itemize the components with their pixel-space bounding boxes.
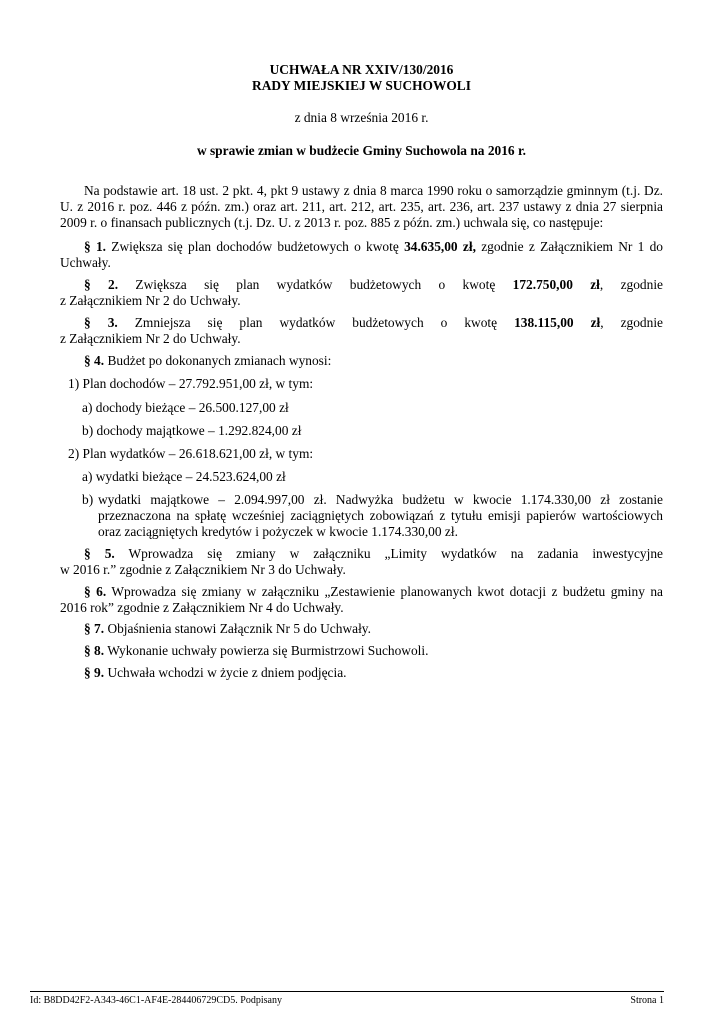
- footer-divider: [30, 991, 664, 992]
- paragraph-9-text: Uchwała wchodzi w życie z dniem podjęcia.: [104, 665, 347, 680]
- paragraph-2-text-a: Zwiększa się plan wydatków budżetowych o kwotę: [118, 277, 513, 292]
- capital-income-item: b) dochody majątkowe – 1.292.824,00 zł: [82, 423, 302, 438]
- paragraph-2-text-b: , zgodnie: [599, 277, 663, 292]
- paragraph-5-text: Wprowadza się zmiany w załączniku „Limity wydatków na zadania inwestycyjne: [114, 546, 663, 561]
- paragraph-5-line-2: w 2016 r.” zgodnie z Załącznikiem Nr 3 do Uchwały.: [60, 562, 346, 577]
- paragraph-9: [60, 665, 663, 681]
- paragraph-5-label: § 5.: [84, 546, 115, 561]
- paragraph-1-amount: 34.635,00 zł,: [404, 239, 476, 254]
- preamble: Na podstawie art. 18 ust. 2 pkt. 4, pkt 9 ustawy z dnia 8 marca 1990 roku o samorządzie gminnym (t.j. Dz. U. z 2016 r. poz. 446 z późn. zm.) oraz art. 211, art. 212, art. 235, art. 236, art. 237 ustawy z dnia 27 sierpnia 2009 r. o finansach publicznych (t.j. Dz. U. z 2013 r. poz. 885 z późn. zm.) uchwala się, co następuje:: [60, 183, 663, 230]
- council-name: RADY MIEJSKIEJ W SUCHOWOLI: [252, 78, 471, 93]
- paragraph-1-label: § 1.: [84, 239, 107, 254]
- paragraph-1-text-b: zgodnie z Załącznikiem Nr 1 do Uchwały.: [60, 239, 663, 270]
- resolution-subject: w sprawie zmian w budżecie Gminy Suchowola na 2016 r.: [196, 143, 527, 158]
- paragraph-3-line-2: z Załącznikiem Nr 2 do Uchwały.: [60, 331, 241, 346]
- paragraph-1: [60, 239, 663, 271]
- income-plan-item: 1) Plan dochodów – 27.792.951,00 zł, w tym:: [68, 376, 314, 391]
- paragraph-3-text-a: Zmniejsza się plan wydatków budżetowych o kwotę: [117, 315, 515, 330]
- paragraph-1-text-a: Zwiększa się plan dochodów budżetowych o kwotę: [106, 239, 405, 254]
- resolution-number: UCHWAŁA NR XXIV/130/2016: [269, 62, 454, 77]
- page-number: Strona 1: [630, 995, 664, 1006]
- paragraph-4: [60, 353, 663, 369]
- paragraph-3-label: § 3.: [84, 315, 118, 330]
- paragraph-3-amount: 138.115,00 zł: [514, 315, 601, 330]
- paragraph-6: [60, 584, 663, 616]
- paragraph-5-line-1: [60, 546, 663, 562]
- paragraph-8-text: Wykonanie uchwały powierza się Burmistrzowi Suchowoli.: [104, 643, 429, 658]
- paragraph-6-label: § 6.: [84, 584, 107, 599]
- document-id: Id: B8DD42F2-A343-46C1-AF4E-284406729CD5. Podpisany: [30, 995, 282, 1006]
- paragraph-3-line-1: [60, 315, 663, 331]
- expenditure-plan-item: 2) Plan wydatków – 26.618.621,00 zł, w tym:: [68, 446, 314, 461]
- current-expenditure-item: a) wydatki bieżące – 24.523.624,00 zł: [82, 469, 286, 484]
- paragraph-2-line-2: z Załącznikiem Nr 2 do Uchwały.: [60, 293, 241, 308]
- paragraph-2-line-1: [60, 277, 663, 293]
- paragraph-9-label: § 9.: [84, 665, 105, 680]
- paragraph-2-label: § 2.: [84, 277, 119, 292]
- paragraph-4-label: § 4.: [84, 353, 105, 368]
- paragraph-8: [60, 643, 663, 659]
- paragraph-8-label: § 8.: [84, 643, 105, 658]
- current-income-item: a) dochody bieżące – 26.500.127,00 zł: [82, 400, 289, 415]
- paragraph-7-label: § 7.: [84, 621, 105, 636]
- paragraph-4-text: Budżet po dokonanych zmianach wynosi:: [104, 353, 332, 368]
- paragraph-7: [60, 621, 663, 637]
- capital-expenditure-item: [82, 492, 663, 540]
- paragraph-2-amount: 172.750,00 zł: [512, 277, 600, 292]
- capital-expenditure-label: b): [82, 492, 94, 507]
- capital-expenditure-text: wydatki majątkowe – 2.094.997,00 zł. Nadwyżka budżetu w kwocie 1.174.330,00 zł zostanie przeznaczona na spłatę wcześniej zaciągniętych zobowiązań z tytułu emisji papierów wartościowych oraz zaciągniętych kredytów i pożyczek w kwocie 1.174.330,00 zł.: [98, 492, 663, 539]
- resolution-date: z dnia 8 września 2016 r.: [294, 110, 429, 125]
- paragraph-3-text-b: , zgodnie: [600, 315, 663, 330]
- paragraph-6-text: Wprowadza się zmiany w załączniku „Zestawienie planowanych kwot dotacji z budżetu gminy na 2016 rok” zgodnie z Załącznikiem Nr 4 do Uchwały.: [60, 584, 663, 615]
- paragraph-7-text: Objaśnienia stanowi Załącznik Nr 5 do Uchwały.: [104, 621, 371, 636]
